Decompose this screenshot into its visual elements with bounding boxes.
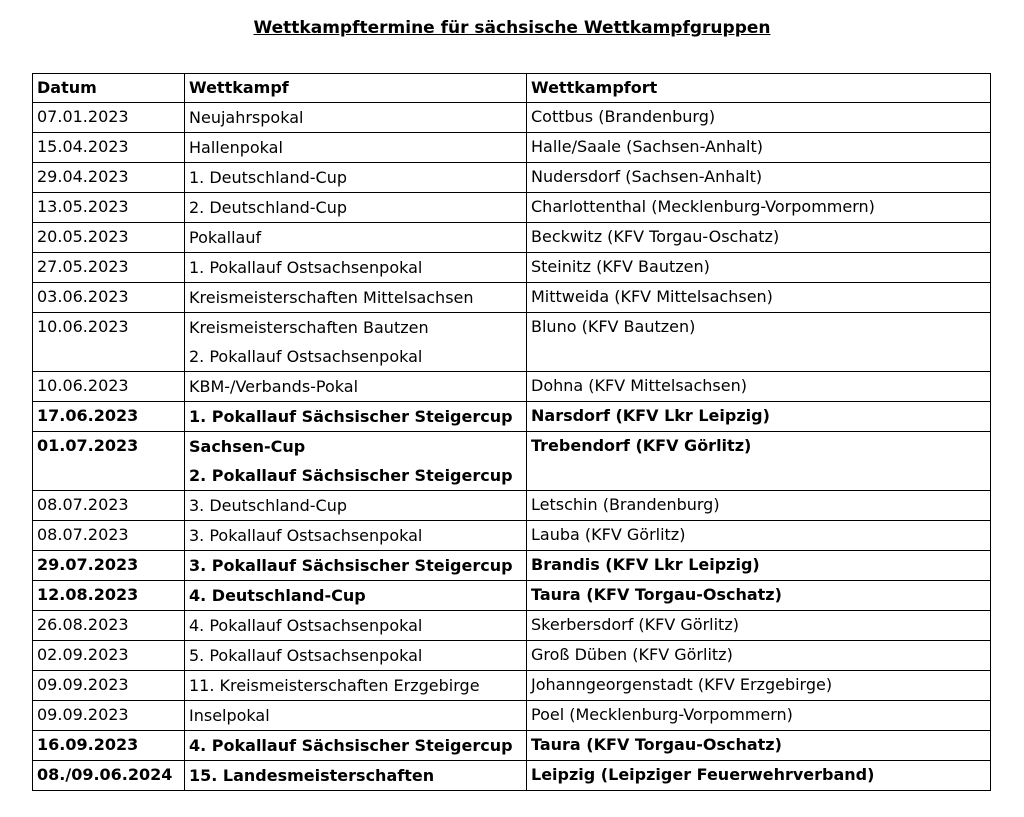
cell-date: 01.07.2023: [33, 432, 185, 491]
cell-date: 13.05.2023: [33, 193, 185, 223]
cell-place: Leipzig (Leipziger Feuerwehrverband): [527, 761, 991, 791]
cell-place: Taura (KFV Torgau-Oschatz): [527, 731, 991, 761]
cell-place: Steinitz (KFV Bautzen): [527, 253, 991, 283]
cell-event: [185, 731, 527, 761]
cell-date: 03.06.2023: [33, 283, 185, 313]
table-row: [33, 671, 991, 701]
table-row: [33, 432, 991, 491]
table-row: [33, 163, 991, 193]
event-line: 5. Pokallauf Ostsachsenpokal: [189, 646, 423, 665]
cell-date: 10.06.2023: [33, 313, 185, 372]
table-row: [33, 701, 991, 731]
cell-event: [185, 581, 527, 611]
cell-event: [185, 133, 527, 163]
event-line: 4. Deutschland-Cup: [189, 586, 366, 605]
table-row: [33, 521, 991, 551]
table-row: [33, 402, 991, 432]
event-line: 4. Pokallauf Ostsachsenpokal: [189, 616, 423, 635]
cell-place: Narsdorf (KFV Lkr Leipzig): [527, 402, 991, 432]
column-header-event: Wettkampf: [185, 74, 527, 103]
table-row: [33, 283, 991, 313]
cell-place: Poel (Mecklenburg-Vorpommern): [527, 701, 991, 731]
column-header-date: Datum: [33, 74, 185, 103]
cell-event: [185, 551, 527, 581]
table-row: [33, 641, 991, 671]
cell-date: 09.09.2023: [33, 671, 185, 701]
event-line: Sachsen-Cup: [189, 437, 306, 456]
table-row: [33, 761, 991, 791]
cell-date: 10.06.2023: [33, 372, 185, 402]
cell-event: [185, 432, 527, 491]
cell-date: 27.05.2023: [33, 253, 185, 283]
cell-date: 29.04.2023: [33, 163, 185, 193]
cell-event: [185, 163, 527, 193]
cell-event: [185, 193, 527, 223]
cell-place: Letschin (Brandenburg): [527, 491, 991, 521]
cell-event: [185, 491, 527, 521]
cell-event: [185, 253, 527, 283]
cell-date: 09.09.2023: [33, 701, 185, 731]
cell-place: Taura (KFV Torgau-Oschatz): [527, 581, 991, 611]
table-header-row: [33, 74, 991, 103]
cell-event: [185, 641, 527, 671]
event-line: 3. Pokallauf Ostsachsenpokal: [189, 526, 423, 545]
schedule-table: [32, 73, 991, 791]
cell-place: Halle/Saale (Sachsen-Anhalt): [527, 133, 991, 163]
event-line: 1. Deutschland-Cup: [189, 168, 347, 187]
table-row: [33, 313, 991, 372]
event-line: 2. Pokallauf Sächsischer Steigercup: [189, 466, 513, 485]
page-title: Wettkampftermine für sächsische Wettkampfgruppen: [253, 18, 771, 38]
cell-place: Beckwitz (KFV Torgau-Oschatz): [527, 223, 991, 253]
table-row: [33, 372, 991, 402]
cell-date: 17.06.2023: [33, 402, 185, 432]
cell-event: [185, 671, 527, 701]
event-line: 3. Pokallauf Sächsischer Steigercup: [189, 556, 513, 575]
cell-place: Brandis (KFV Lkr Leipzig): [527, 551, 991, 581]
cell-event: [185, 611, 527, 641]
table-row: [33, 253, 991, 283]
cell-place: Lauba (KFV Görlitz): [527, 521, 991, 551]
event-line: 1. Pokallauf Sächsischer Steigercup: [189, 407, 513, 426]
cell-date: 15.04.2023: [33, 133, 185, 163]
cell-event: [185, 521, 527, 551]
cell-date: 08.07.2023: [33, 491, 185, 521]
table-row: [33, 133, 991, 163]
cell-place: Cottbus (Brandenburg): [527, 103, 991, 133]
cell-place: Trebendorf (KFV Görlitz): [527, 432, 991, 491]
table-row: [33, 611, 991, 641]
cell-date: 02.09.2023: [33, 641, 185, 671]
cell-place: Nudersdorf (Sachsen-Anhalt): [527, 163, 991, 193]
event-line: 11. Kreismeisterschaften Erzgebirge: [189, 676, 480, 695]
event-line: Inselpokal: [189, 706, 270, 725]
event-line: 1. Pokallauf Ostsachsenpokal: [189, 258, 423, 277]
event-line: 4. Pokallauf Sächsischer Steigercup: [189, 736, 513, 755]
event-line: Hallenpokal: [189, 138, 283, 157]
table-row: [33, 731, 991, 761]
cell-event: [185, 761, 527, 791]
cell-event: [185, 402, 527, 432]
table-row: [33, 193, 991, 223]
event-line: Kreismeisterschaften Bautzen: [189, 318, 429, 337]
event-line: 15. Landesmeisterschaften: [189, 766, 435, 785]
cell-date: 26.08.2023: [33, 611, 185, 641]
cell-place: Dohna (KFV Mittelsachsen): [527, 372, 991, 402]
event-line: 2. Deutschland-Cup: [189, 198, 347, 217]
cell-place: Bluno (KFV Bautzen): [527, 313, 991, 372]
cell-event: [185, 372, 527, 402]
event-line: Kreismeisterschaften Mittelsachsen: [189, 288, 474, 307]
event-line: 3. Deutschland-Cup: [189, 496, 347, 515]
cell-place: Mittweida (KFV Mittelsachsen): [527, 283, 991, 313]
cell-event: [185, 103, 527, 133]
table-row: [33, 103, 991, 133]
cell-date: 07.01.2023: [33, 103, 185, 133]
table-row: [33, 551, 991, 581]
cell-event: [185, 701, 527, 731]
event-line: Pokallauf: [189, 228, 262, 247]
cell-date: 08.07.2023: [33, 521, 185, 551]
cell-place: Johanngeorgenstadt (KFV Erzgebirge): [527, 671, 991, 701]
cell-date: 12.08.2023: [33, 581, 185, 611]
cell-date: 20.05.2023: [33, 223, 185, 253]
table-row: [33, 223, 991, 253]
cell-date: 29.07.2023: [33, 551, 185, 581]
event-line: 2. Pokallauf Ostsachsenpokal: [189, 347, 423, 366]
column-header-place: Wettkampfort: [527, 74, 991, 103]
cell-place: Skerbersdorf (KFV Görlitz): [527, 611, 991, 641]
cell-place: Groß Düben (KFV Görlitz): [527, 641, 991, 671]
table-row: [33, 491, 991, 521]
table-row: [33, 581, 991, 611]
cell-date: 08./09.06.2024: [33, 761, 185, 791]
cell-event: [185, 313, 527, 372]
event-line: Neujahrspokal: [189, 108, 304, 127]
cell-date: 16.09.2023: [33, 731, 185, 761]
cell-event: [185, 283, 527, 313]
cell-place: Charlottenthal (Mecklenburg-Vorpommern): [527, 193, 991, 223]
cell-event: [185, 223, 527, 253]
event-line: KBM-/Verbands-Pokal: [189, 377, 359, 396]
